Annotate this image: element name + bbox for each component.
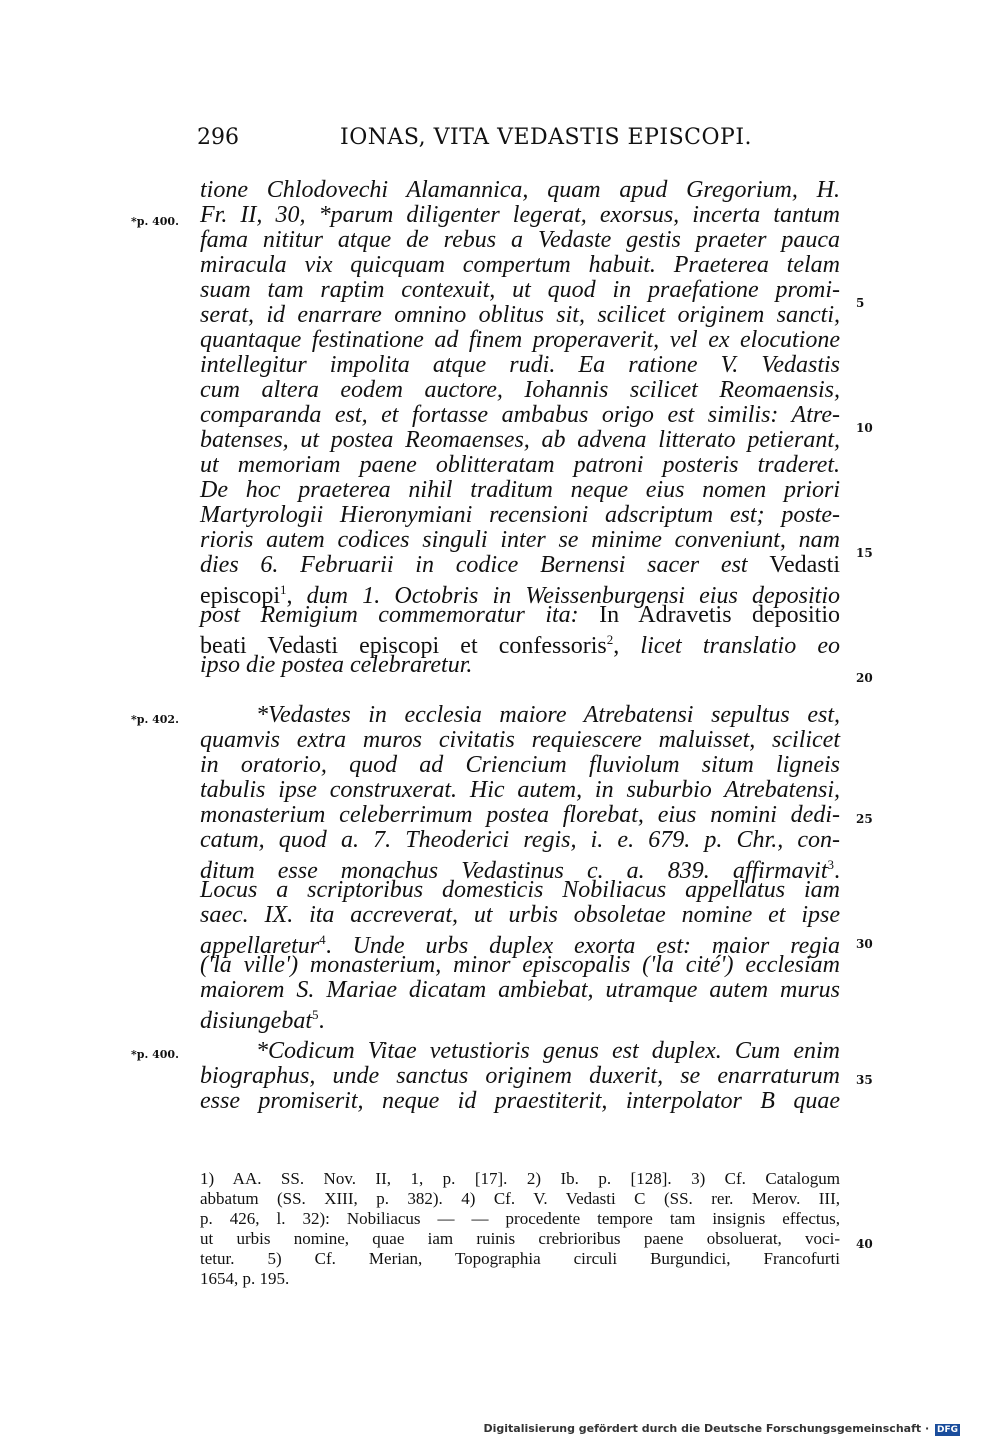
margin-page-ref: *p. 402.: [131, 713, 179, 726]
text-run: ditum esse monachus Vedastinus c. a. 839. affirmavit: [200, 858, 828, 884]
text-line: intellegitur impolita atque rudi. Ea ratione V. Vedastis: [200, 352, 840, 378]
text-line: De hoc praeterea nihil traditum neque eius nomen priori: [200, 477, 840, 503]
footnote-line: abbatum (SS. XIII, p. 382). 4) Cf. V. Vedasti C (SS. rer. Merov. III,: [200, 1189, 840, 1208]
line-number: 20: [856, 671, 873, 685]
line-number: 5: [856, 296, 865, 310]
text-run: Vedasti: [769, 552, 840, 578]
footnote-mark: 4: [319, 932, 326, 947]
text-run: episcopi: [200, 583, 280, 609]
text-run: .: [318, 1008, 325, 1034]
text-run: dum 1. Octobris in Weissenburgensi eius depositio: [306, 583, 840, 609]
text-line: in oratorio, quod ad Criencium fluviolum situm ligneis: [200, 752, 840, 778]
line-number: 15: [856, 546, 873, 560]
text-run: Unde urbs duplex exorta est: maior regia: [352, 933, 840, 959]
text-run: .: [834, 858, 840, 884]
line-number: 40: [856, 1237, 873, 1251]
text-line: suam tam raptim contexuit, ut quod in praefatione promi-: [200, 277, 840, 303]
footnote-line: 1) AA. SS. Nov. II, 1, p. [17]. 2) Ib. p. [128]. 3) Cf. Catalogum: [200, 1169, 840, 1188]
line-number: 10: [856, 421, 873, 435]
dfg-logo: DFG: [936, 1425, 958, 1435]
text-run: ,: [286, 583, 293, 609]
footnote-mark: 1: [279, 582, 287, 597]
digitization-text: Digitalisierung gefördert durch die Deutsche Forschungsgemeinschaft ·: [483, 1422, 930, 1435]
text-run: appellaretur: [200, 933, 320, 959]
text-line: beati Vedasti episcopi et confessoris$^2$, licet translatio eo: [200, 632, 841, 659]
text-line: *Vedastes in ecclesia maiore Atrebatensi sepultus est,: [256, 702, 840, 728]
line-number: 25: [856, 812, 873, 826]
text-line: *Codicum Vitae vetustioris genus est duplex. Cum enim: [256, 1038, 840, 1064]
text-run: In Adravetis depositio: [599, 602, 841, 628]
text-line: appellaretur$^4$. Unde urbs duplex exorta est: maior regia: [200, 932, 840, 959]
line-number: 35: [856, 1073, 873, 1087]
text-line: ('la ville') monasterium, minor episcopalis ('la cité') ecclesiam: [200, 952, 840, 978]
text-line: batenses, ut postea Reomaenses, ab advena litterato petierant,: [200, 427, 840, 453]
text-line: quantaque festinatione ad finem properaverit, vel ex elocutione: [200, 327, 840, 353]
footnote-mark: 2: [606, 632, 614, 647]
margin-page-ref: *p. 400.: [131, 1048, 179, 1061]
text-run: dies 6. Februarii in codice Bernensi sacer est: [200, 552, 748, 578]
text-line: maiorem S. Mariae dicatam ambiebat, utramque autem murus: [200, 977, 840, 1003]
text-line: ipso die postea celebraretur.: [200, 652, 473, 678]
text-run: licet translatio eo: [640, 633, 841, 659]
text-line: Martyrologii Hieronymiani recensioni adscriptum est; poste-: [200, 502, 840, 528]
footnote-mark: 5: [312, 1007, 319, 1022]
text-line: [200, 552, 840, 578]
text-line: Locus a scriptoribus domesticis Nobiliacus appellatus iam: [200, 877, 840, 903]
text-run: post Remigium commemoratur ita:: [200, 602, 579, 628]
line-number: 30: [856, 937, 873, 951]
text-line: ut memoriam paene oblitteratam patroni posteris traderet.: [200, 452, 840, 478]
text-line: tione Chlodovechi Alamannica, quam apud Gregorium, H.: [200, 177, 840, 203]
text-line: cum altera eodem auctore, Iohannis scilicet Reomaensis,: [200, 377, 840, 403]
page-number: 296: [197, 125, 239, 150]
text-line: comparanda est, et fortasse ambabus origo est similis: Atre-: [200, 402, 840, 428]
margin-page-ref: *p. 400.: [131, 215, 179, 228]
text-line: saec. IX. ita accreverat, ut urbis obsoletae nomine et ipse: [200, 902, 840, 928]
text-line: catum, quod a. 7. Theoderici regis, i. e. 679. p. Chr., con-: [200, 827, 840, 853]
digitization-note: [483, 1422, 960, 1436]
footnote-mark: 3: [827, 857, 834, 872]
text-line: monasterium celeberrimum postea florebat, eius nomini dedi-: [200, 802, 840, 828]
text-line: [200, 602, 840, 628]
running-head: IONAS, VITA VEDASTIS EPISCOPI.: [340, 125, 753, 150]
text-line: Fr. II, 30, *parum diligenter legerat, exorsus, incerta tantum: [200, 202, 840, 228]
text-line: serat, id enarrare omnino oblitus sit, scilicet originem sancti,: [200, 302, 840, 328]
text-line: miracula vix quicquam compertum habuit. Praeterea telam: [200, 252, 840, 278]
text-run: beati Vedasti episcopi et confessoris: [200, 633, 607, 659]
text-line: biographus, unde sanctus originem duxerit, se enarraturum: [200, 1063, 840, 1089]
footnote-line: tetur. 5) Cf. Merian, Topographia circuli Burgundici, Francofurti: [200, 1249, 840, 1268]
footnote-line: p. 426, l. 32): Nobiliacus — — procedente tempore tam insignis effectus,: [200, 1209, 840, 1228]
text-line: esse promiserit, neque id praestiterit, interpolator B quae: [200, 1088, 840, 1114]
text-line: rioris autem codices singuli inter se minime conveniunt, nam: [200, 527, 840, 553]
footnote-line: 1654, p. 195.: [200, 1269, 290, 1288]
text-line: quamvis extra muros civitatis requiescere maluisset, scilicet: [200, 727, 840, 753]
text-line: [200, 1002, 840, 1034]
text-line: fama nititur atque de rebus a Vedaste gestis praeter pauca: [200, 227, 840, 253]
text-line: tabulis ipse construxerat. Hic autem, in suburbio Atrebatensi,: [200, 777, 840, 803]
footnote-line: ut urbis nomine, quae iam ruinis crebrioribus paene obsoluerat, voci-: [200, 1229, 840, 1248]
text-run: disiungebat: [200, 1008, 312, 1034]
